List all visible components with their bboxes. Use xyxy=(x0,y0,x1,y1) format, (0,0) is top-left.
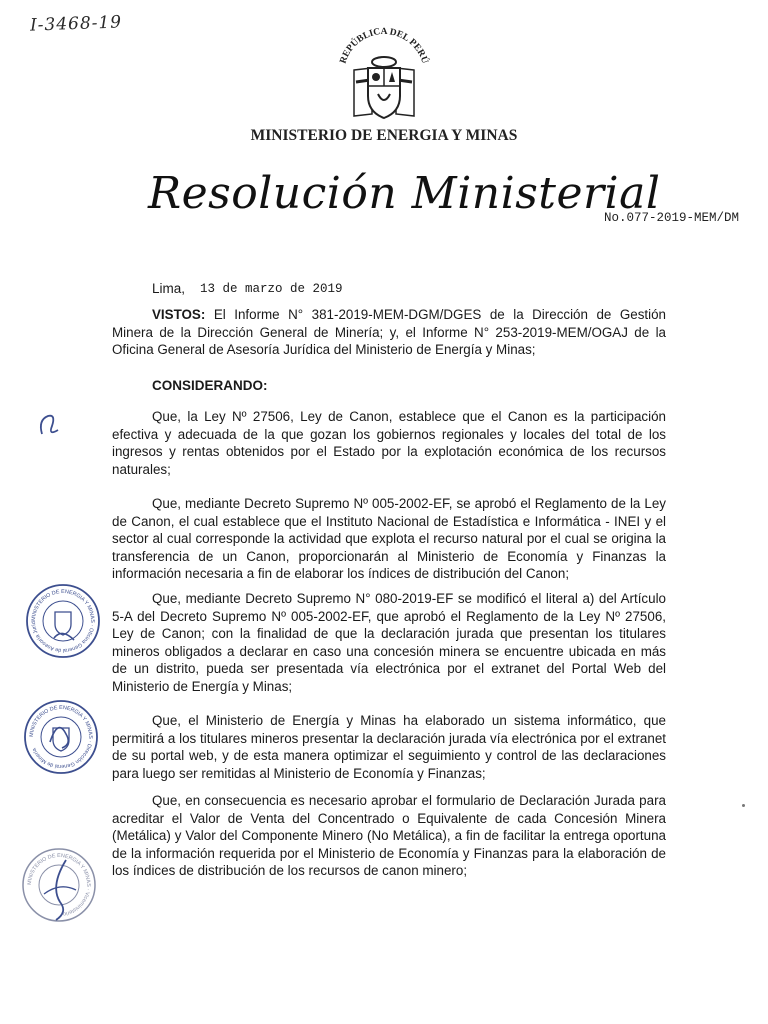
official-stamp xyxy=(20,846,98,924)
speck xyxy=(742,804,745,807)
considerando-paragraph: Que, la Ley Nº 27506, Ley de Canon, establece que el Canon es la participación efectiva y adecuada de la que gozan los gobiernos regionales y locales del total de los ingresos y rentas obtenidos por el Estado por la explotación económica de los recursos naturales; xyxy=(112,409,666,477)
official-stamp xyxy=(24,582,102,660)
vistos-text: El Informe N° 381-2019-MEM-DGM/DGES de la Dirección de Gestión Minera de la Dirección General de Minería; y, el Informe N° 253-2019-MEM/OGAJ de la Oficina General de Asesoría Jurídica del Ministerio de Energía y Minas; xyxy=(112,307,666,357)
vistos-lead: VISTOS: xyxy=(152,307,206,322)
considerando-paragraph: Que, mediante Decreto Supremo Nº 005-2002-EF, se aprobó el Reglamento de la Ley de Canon, el cual establece que el Instituto Nacional de Estadística e Informática - INEI y el sector al cual corresponde la actividad que explota el recurso natural por el cual se origina la transferencia de un Canon, proporcionarán al Ministerio de Economía y Finanzas la información necesaria a fin de elaborar los índices de distribución del Canon; xyxy=(112,496,666,581)
national-crest xyxy=(326,22,442,122)
considerando-heading: CONSIDERANDO: xyxy=(152,378,268,393)
vistos-paragraph xyxy=(112,306,666,359)
stamp-ring-text: MINISTERIO DE ENERGIA Y MINAS · Oficina General de Asesoría Juríd xyxy=(30,588,96,654)
crest-ring-text: REPÚBLICA DEL PERÚ xyxy=(338,26,430,65)
considerando-paragraph: Que, en consecuencia es necesario aprobar el formulario de Declaración Jurada para acreditar el Valor de Venta del Concentrado o Equivalente de cada Concesión Minera (Metálica) y Valor del Componente Minero (No Metálica), a fin de facilitar la entrega oportuna de la información requerida por el Ministerio de Economía y Finanzas para la elaboración de los índices de distribución de los recursos de canon minero; xyxy=(112,793,666,878)
resolution-number: No.077-2019-MEM/DM xyxy=(604,211,740,225)
considerando-paragraph: Que, el Ministerio de Energía y Minas ha elaborado un sistema informático, que permitirá a los titulares mineros presentar la declaración jurada vía electrónica por el extranet de su portal web, y de esta manera optimizar el seguimiento y control de las declaraciones para luego ser remitidas al Ministerio de Economía y Finanzas; xyxy=(112,713,666,781)
date-value: 13 de marzo de 2019 xyxy=(200,282,343,296)
initial-mark xyxy=(34,410,64,440)
stamp-ring-text: MINISTERIO DE ENERGIA Y MINAS · Dirección General de Minería xyxy=(28,704,94,770)
handwritten-registry-number: I-3468-19 xyxy=(29,12,123,36)
considerando-paragraph: Que, mediante Decreto Supremo N° 080-2019-EF se modificó el literal a) del Artículo 5-A del Decreto Supremo Nº 005-2002-EF, que aprobó el Reglamento de la Ley Nº 27506, Ley de Canon; con la finalidad de que la declaración jurada que presentan los titulares mineros obligados a declarar en caso una concesión minera se encuentre ubicada en más de un distrito, pueda ser presentada vía electrónica por el extranet del Portal Web del Ministerio de Energía y Minas; xyxy=(112,591,666,694)
ministry-name: MINISTERIO DE ENERGIA Y MINAS xyxy=(250,127,518,144)
document-title: Resolución Ministerial xyxy=(148,168,661,219)
stamp-ring-text: MINISTERIO DE ENERGIA Y MINAS · Viceministerio xyxy=(26,852,92,917)
date-label: Lima, xyxy=(152,281,186,296)
official-stamp xyxy=(22,698,100,776)
